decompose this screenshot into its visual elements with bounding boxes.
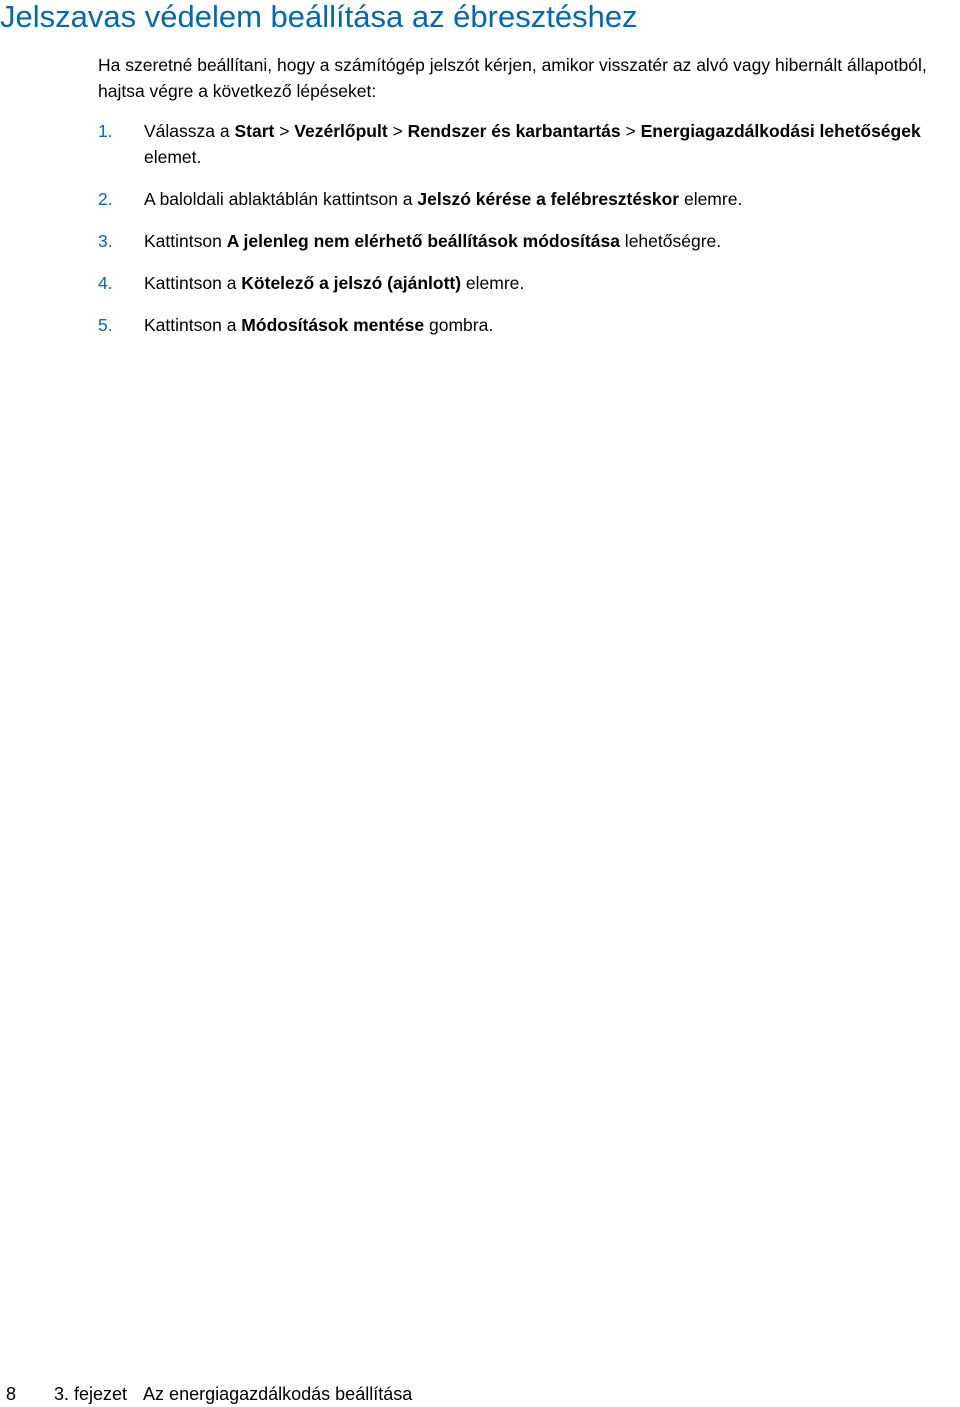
step-text-bold: Start [234,121,275,141]
step-text-run: > [620,121,641,141]
footer-chapter-title: Az energiagazdálkodás beállítása [143,1384,413,1404]
step-text-bold: Jelszó kérése a felébresztéskor [417,189,680,209]
step-text-bold: Módosítások mentése [241,315,425,335]
step-number: 4. [98,273,113,293]
step-text-run: > [387,121,408,141]
step-number: 1. [98,121,113,141]
intro-paragraph: Ha szeretné beállítani, hogy a számítógép jelszót kérjen, amikor visszatér az alvó vagy hibernált állapotból, hajtsa végre a következő lépéseket: [98,55,927,101]
step-text-bold: Rendszer és karbantartás [407,121,621,141]
step-text [144,231,721,251]
step-number: 2. [98,189,113,209]
step-text-bold: A jelenleg nem elérhető beállítások módosítása [226,231,620,251]
step-text-run: Válassza a [144,121,235,141]
step-text-run: Kattintson [144,231,227,251]
step-text-run: elemet. [144,147,202,167]
step-text-run: Kattintson a [144,273,242,293]
step-number: 3. [98,231,113,251]
step-text-bold: Energiagazdálkodási lehetőségek [640,121,921,141]
step-item [98,270,960,296]
footer-page-number: 8 [6,1384,17,1404]
step-text-run: elemre. [679,189,743,209]
step-text-bold: Vezérlőpult [294,121,388,141]
step-text [144,189,742,209]
step-text-run: gombra. [424,315,494,335]
step-text [144,315,493,335]
step-text [144,273,524,293]
step-text-run: A baloldali ablaktáblán kattintson a [144,189,418,209]
step-text-run: lehetőségre. [619,231,722,251]
step-text [144,121,921,167]
step-number: 5. [98,315,113,335]
step-text-run: elemre. [461,273,525,293]
step-text-run: Kattintson a [144,315,242,335]
step-text-run: > [274,121,295,141]
step-item [98,118,960,170]
step-item [98,186,960,212]
page-title: Jelszavas védelem beállítása az ébresztéshez [0,0,638,34]
page-footer [6,1383,412,1405]
footer-chapter: 3. fejezet [54,1384,128,1404]
step-text-bold: Kötelező a jelszó (ajánlott) [241,273,462,293]
step-item [98,228,960,254]
steps-list [98,118,960,354]
step-item [98,312,960,338]
